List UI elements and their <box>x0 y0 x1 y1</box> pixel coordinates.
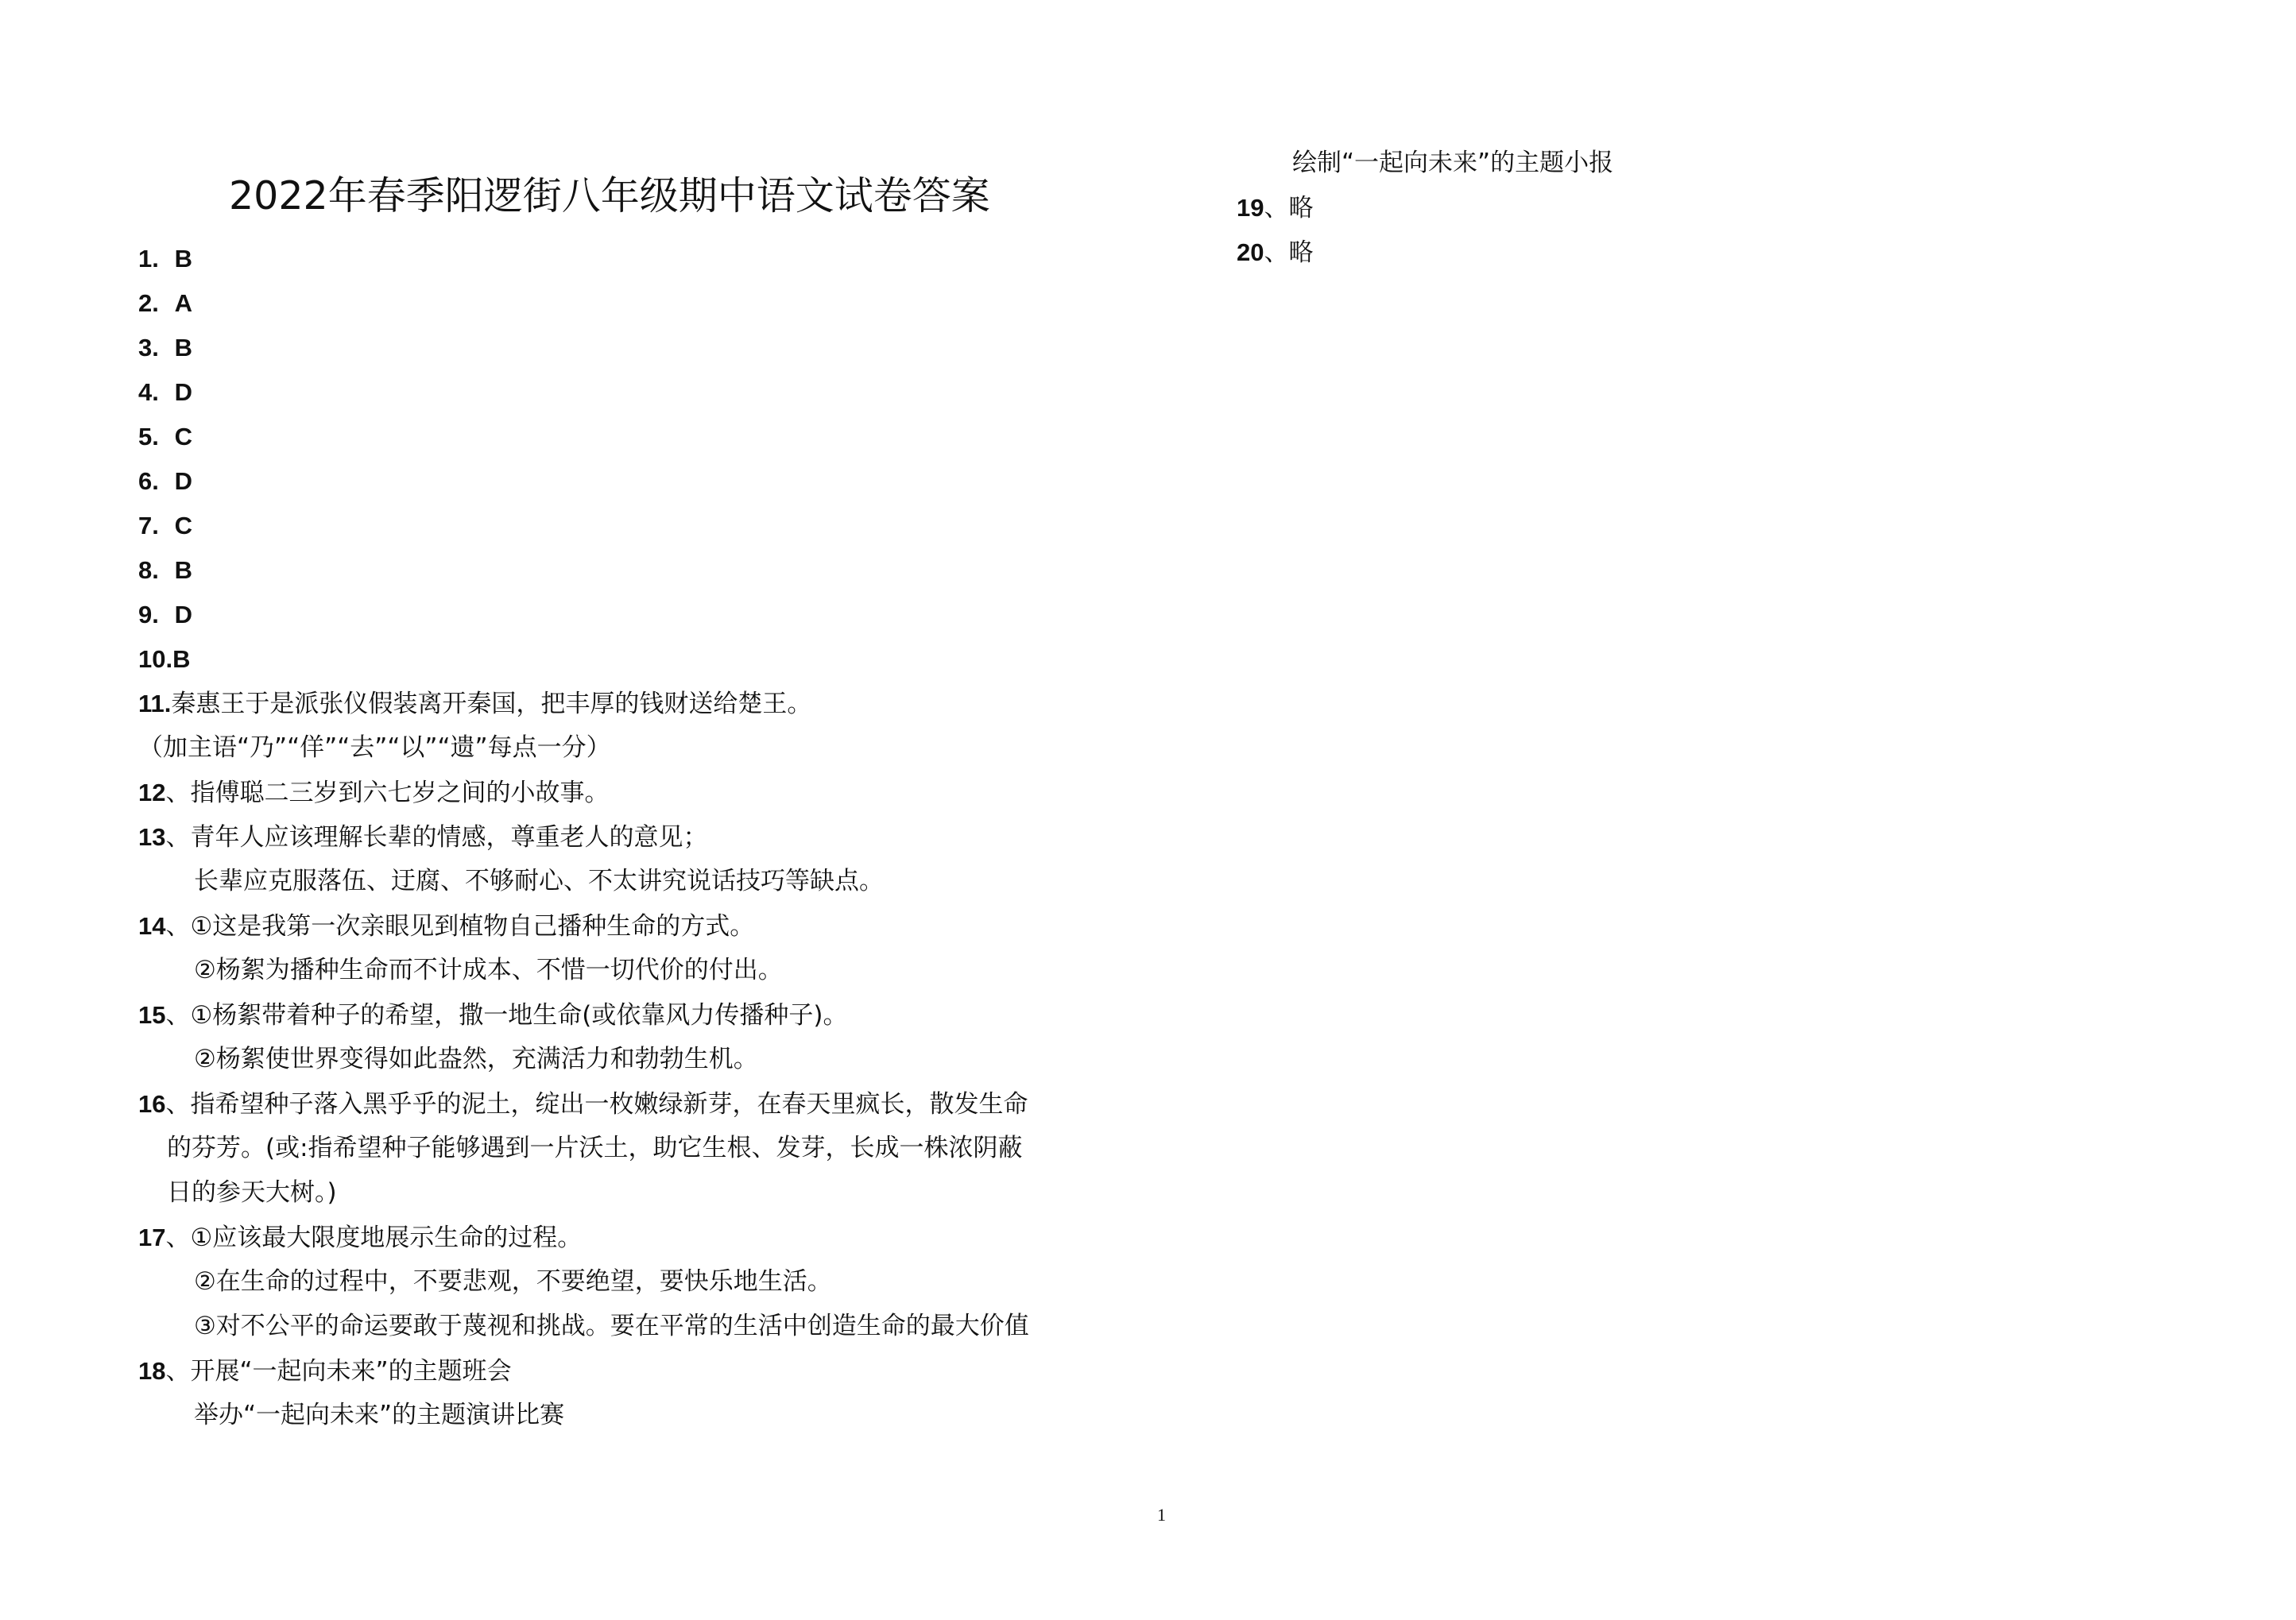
page-title: 2022年春季阳逻街八年级期中语文试卷答案 <box>229 173 990 218</box>
answer-note: （加主语“乃”“佯”“去”“以”“遗”每点一分） <box>138 733 611 762</box>
answer-line: 举办“一起向未来”的主题演讲比赛 <box>194 1401 565 1429</box>
answer-text: 、指傅聪二三岁到六七岁之间的小故事。 <box>165 779 610 807</box>
answer-text: 、①这是我第一次亲眼见到植物自己播种生命的方式。 <box>165 912 755 941</box>
answer-text: D <box>174 601 192 628</box>
answer-line: ②杨絮使世界变得如此盎然，充满活力和勃勃生机。 <box>194 1045 758 1073</box>
answer-text: 、指希望种子落入黑乎乎的泥土，绽出一枚嫩绿新芽，在春天里疯长，散发生命 <box>165 1090 1028 1119</box>
answer-item <box>1237 240 1313 265</box>
answer-text: 、略 <box>1264 238 1314 267</box>
answer-text: 、略 <box>1264 194 1314 222</box>
question-number: 4. <box>138 378 159 406</box>
answer-item <box>138 291 192 316</box>
answer-item <box>138 246 192 272</box>
question-number: 13 <box>138 823 166 851</box>
question-number: 14 <box>138 912 166 940</box>
question-number: 9. <box>138 601 159 628</box>
answer-line: 长辈应克服落伍、迂腐、不够耐心、不太讲究说话技巧等缺点。 <box>194 867 884 895</box>
answer-text: C <box>174 512 192 539</box>
question-number: 15 <box>138 1001 166 1029</box>
answer-item <box>138 424 192 450</box>
question-number: 12 <box>138 779 166 806</box>
answer-item <box>138 558 192 583</box>
question-number: 11. <box>138 690 172 717</box>
answer-text: D <box>174 378 192 406</box>
question-number: 18 <box>138 1357 166 1385</box>
answer-item <box>138 647 190 672</box>
answer-text: 秦惠王于是派张仪假装离开秦国，把丰厚的钱财送给楚王。 <box>171 690 812 718</box>
question-number: 6. <box>138 467 159 495</box>
question-number: 19 <box>1237 194 1264 222</box>
question-number: 17 <box>138 1224 166 1251</box>
answer-text: 、①杨絮带着种子的希望，撒一地生命(或依靠风力传播种子)。 <box>165 1001 848 1030</box>
answer-line: ③对不公平的命运要敢于蔑视和挑战。要在平常的生活中创造生命的最大价值 <box>194 1312 1029 1340</box>
answer-line: 的芬芳。(或:指希望种子能够遇到一片沃土，助它生根、发芽，长成一株浓阴蔽 <box>167 1134 1023 1162</box>
answer-item <box>138 513 192 539</box>
answer-text: 、青年人应该理解长辈的情感，尊重老人的意见； <box>165 823 708 852</box>
answer-item <box>138 1359 512 1384</box>
question-number: 1. <box>138 245 159 273</box>
answer-item <box>138 1003 847 1028</box>
answer-text: A <box>174 289 192 317</box>
answer-item <box>138 691 811 717</box>
answer-text: B <box>174 245 192 273</box>
answer-line: 绘制“一起向未来”的主题小报 <box>1292 149 1614 177</box>
answer-line: 日的参天大树。) <box>167 1178 337 1207</box>
question-number: 2. <box>138 289 159 317</box>
answer-text: 、开展“一起向未来”的主题班会 <box>165 1357 512 1386</box>
question-number: 5. <box>138 423 159 450</box>
answer-line: ②杨絮为播种生命而不计成本、不惜一切代价的付出。 <box>194 956 783 984</box>
page-number: 1 <box>1157 1505 1166 1525</box>
question-number: 16 <box>138 1090 166 1118</box>
answer-text: C <box>174 423 192 450</box>
answer-item <box>138 469 192 494</box>
answer-text: B <box>174 334 192 362</box>
answer-item <box>1237 195 1313 221</box>
question-number: 20 <box>1237 238 1264 266</box>
question-number: 8. <box>138 556 159 584</box>
answer-item <box>138 335 192 361</box>
question-number: 3. <box>138 334 159 362</box>
answer-text: 、①应该最大限度地展示生命的过程。 <box>165 1224 583 1252</box>
answer-item <box>138 380 192 405</box>
answer-text: B <box>174 556 192 584</box>
question-number: 7. <box>138 512 159 539</box>
answer-item <box>138 1092 1028 1117</box>
answer-item <box>138 825 707 850</box>
answer-item <box>138 1225 582 1251</box>
answer-item <box>138 914 754 939</box>
answer-item <box>138 780 609 806</box>
answer-text: D <box>174 467 192 495</box>
answer-line: ②在生命的过程中，不要悲观，不要绝望，要快乐地生活。 <box>194 1267 832 1296</box>
answer-text: 10.B <box>138 645 191 673</box>
answer-item <box>138 602 192 628</box>
